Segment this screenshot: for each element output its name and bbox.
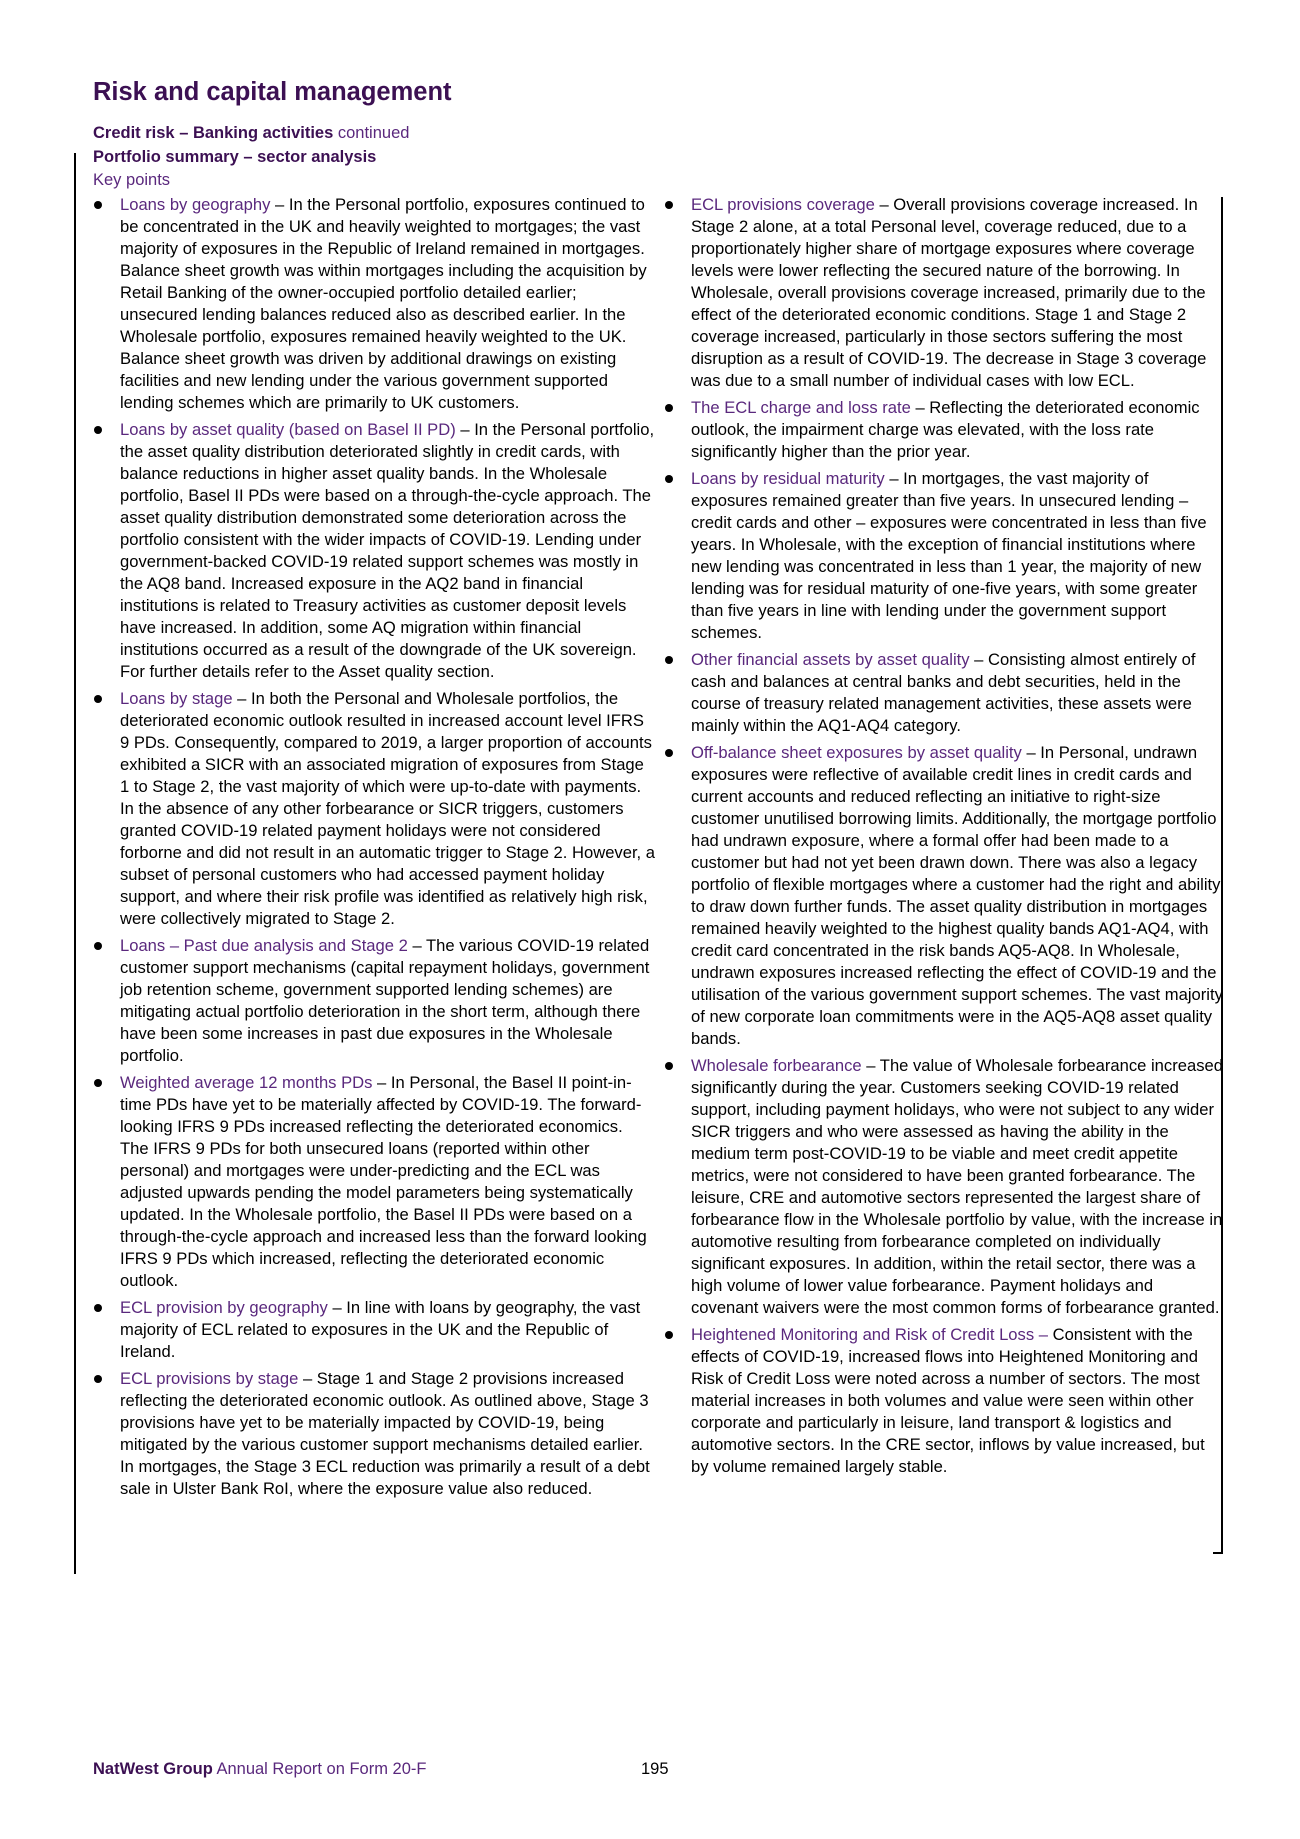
bullet-heading: ECL provisions coverage	[691, 195, 875, 214]
bullet-heading: Other financial assets by asset quality	[691, 650, 970, 669]
bullet-item	[664, 194, 1224, 392]
bullet-item	[664, 649, 1224, 737]
bullet-text: – In both the Personal and Wholesale portfolios, the deteriorated economic outlook resulted in increased account level IFRS 9 PDs. Consequently, compared to 2019, a larger proportion of accounts exhibited a SICR with an associated migration of exposures from Stage 1 to Stage 2, the vast majority of which were up-to-date with payments. In the absence of any other forbearance or SICR triggers, customers granted COVID-19 related payment holidays were not considered forborne and did not result in an automatic trigger to Stage 2. However, a subset of personal customers who had accessed payment holiday support, and where their risk profile was identified as relatively high risk, were collectively migrated to Stage 2.	[120, 689, 656, 928]
bullet-dot-icon	[665, 1062, 673, 1070]
bullet-item	[93, 1072, 655, 1292]
page-title: Risk and capital management	[93, 78, 452, 106]
bullet-heading: Loans – Past due analysis and Stage 2	[120, 936, 408, 955]
bullet-dot-icon	[94, 1304, 102, 1312]
bullet-item	[664, 468, 1224, 644]
footer	[93, 1760, 426, 1779]
bullet-heading: ECL provisions by stage	[120, 1369, 299, 1388]
bullet-heading: The ECL charge and loss rate	[691, 398, 911, 417]
bullet-dot-icon	[94, 942, 102, 950]
bullet-dot-icon	[665, 749, 673, 757]
section-heading-bold: Credit risk – Banking activities	[93, 124, 334, 142]
bullet-item	[664, 1324, 1224, 1478]
bullet-dot-icon	[94, 1375, 102, 1383]
bullet-heading: ECL provision by geography	[120, 1298, 328, 1317]
bullet-text: Consistent with the effects of COVID-19, increased flows into Heightened Monitoring and Risk of Credit Loss were noted across a number of sectors. The most material increases in both volumes and value were seen within other corporate and particularly in leisure, land transport & logistics and automotive sectors. In the CRE sector, inflows by value increased, but by volume remained largely stable.	[691, 1325, 1205, 1476]
bullet-heading: Loans by stage	[120, 689, 233, 708]
bullet-heading: Wholesale forbearance	[691, 1056, 862, 1075]
section-heading	[93, 124, 409, 143]
bullet-text: – Overall provisions coverage increased. In Stage 2 alone, at a total Personal level, coverage reduced, due to a proportionately higher share of mortgage exposures where coverage levels were lower reflecting the secured nature of the borrowing. In Wholesale, overall provisions coverage increased, primarily due to the effect of the deteriorated economic conditions. Stage 1 and Stage 2 coverage increased, particularly in those sectors suffering the most disruption as a result of COVID-19. The decrease in Stage 3 coverage was due to a small number of individual cases with low ECL.	[691, 195, 1207, 390]
bullet-dot-icon	[665, 475, 673, 483]
bullet-text: – In mortgages, the vast majority of exposures remained greater than five years. In unsecured lending – credit cards and other – exposures were concentrated in less than five years. In Wholesale, with the exception of financial institutions where new lending was concentrated in less than 1 year, the majority of new lending was for residual maturity of one-five years, with some greater than five years in line with lending under the government support schemes.	[691, 469, 1207, 642]
bullet-text: – Consisting almost entirely of cash and balances at central banks and debt securities, held in the course of treasury related management activities, these assets were mainly within the AQ1-AQ4 category.	[691, 650, 1196, 735]
bullet-item	[664, 397, 1224, 463]
bullet-text: – In the Personal portfolio, the asset quality distribution deteriorated slightly in credit cards, with balance reductions in higher asset quality bands. In the Wholesale portfolio, Basel II PDs were based on a through-the-cycle approach. The asset quality distribution demonstrated some deterioration across the portfolio consistent with the wider impacts of COVID-19. Lending under government-backed COVID-19 related support schemes was mostly in the AQ8 band. Increased exposure in the AQ2 band in financial institutions is related to Treasury activities as customer deposit levels have increased. In addition, some AQ migration within financial institutions occurred as a result of the downgrade of the UK sovereign. For further details refer to the Asset quality section.	[120, 420, 655, 681]
bullet-heading: Off-balance sheet exposures by asset quality	[691, 743, 1022, 762]
footer-company: NatWest Group	[93, 1760, 213, 1778]
bullet-item	[664, 742, 1224, 1050]
bullet-dot-icon	[94, 201, 102, 209]
section-continued: continued	[337, 124, 410, 142]
page-number: 195	[641, 1760, 669, 1778]
bullet-dot-icon	[665, 201, 673, 209]
bullet-text: – Stage 1 and Stage 2 provisions increased reflecting the deteriorated economic outlook. As outlined above, Stage 3 provisions have yet to be materially impacted by COVID-19, being mitigated by the various customer support mechanisms detailed earlier. In mortgages, the Stage 3 ECL reduction was primarily a result of a debt sale in Ulster Bank RoI, where the exposure value also reduced.	[120, 1369, 650, 1498]
bullet-text: – In line with loans by geography, the vast majority of ECL related to exposures in the UK and the Republic of Ireland.	[120, 1298, 641, 1361]
left-column	[93, 194, 655, 1505]
bullet-item	[93, 1297, 655, 1363]
bullet-item	[93, 688, 655, 930]
change-bar-left	[74, 153, 76, 1574]
bullet-item	[93, 935, 655, 1067]
bullet-dot-icon	[94, 426, 102, 434]
bullet-item	[93, 194, 655, 414]
key-points-heading: Key points	[93, 171, 171, 189]
bullet-dot-icon	[94, 695, 102, 703]
bullet-dot-icon	[665, 404, 673, 412]
bullet-item	[664, 1055, 1224, 1319]
bullet-dot-icon	[665, 656, 673, 664]
bullet-item	[93, 419, 655, 683]
bullet-text: – In Personal, the Basel II point-in-time PDs have yet to be materially affected by COVID-19. The forward-looking IFRS 9 PDs increased reflecting the deteriorated economics. The IFRS 9 PDs for both unsecured loans (reported within other personal) and mortgages were under-predicting and the ECL was adjusted upwards pending the model parameters being systematically updated. In the Wholesale portfolio, the Basel II PDs were based on a through-the-cycle approach and increased less than the forward looking IFRS 9 PDs which increased, reflecting the deteriorated economic outlook.	[120, 1073, 647, 1290]
right-column	[664, 194, 1224, 1483]
bullet-heading: Weighted average 12 months PDs	[120, 1073, 373, 1092]
bullet-heading: Loans by residual maturity	[691, 469, 885, 488]
bullet-dot-icon	[94, 1079, 102, 1087]
bullet-text: – The value of Wholesale forbearance increased significantly during the year. Customers seeking COVID-19 related support, including payment holidays, who were not subject to any wider SICR triggers and who were assessed as having the ability in the medium term post-COVID-19 to be viable and meet credit appetite metrics, were not considered to have been granted forbearance. The leisure, CRE and automotive sectors represented the largest share of forbearance flow in the Wholesale portfolio by value, with the increase in automotive resulting from forbearance completed on individually significant exposures. In addition, within the retail sector, there was a high volume of lower value forbearance. Payment holidays and covenant waivers were the most common forms of forbearance granted.	[691, 1056, 1223, 1317]
bullet-text: – In the Personal portfolio, exposures continued to be concentrated in the UK and heavily weighted to mortgages; the vast majority of exposures in the Republic of Ireland remained in mortgages. Balance sheet growth was within mortgages including the acquisition by Retail Banking of the owner-occupied portfolio detailed earlier; unsecured lending balances reduced also as described earlier. In the Wholesale portfolio, exposures remained heavily weighted to the UK. Balance sheet growth was driven by additional drawings on existing facilities and new lending under the various government supported lending schemes which are primarily to UK customers.	[120, 195, 647, 412]
bullet-dot-icon	[665, 1331, 673, 1339]
bullet-heading: Heightened Monitoring and Risk of Credit Loss –	[691, 1325, 1048, 1344]
bullet-text: – In Personal, undrawn exposures were reflective of available credit lines in credit cards and current accounts and reduced reflecting an initiative to right-size customer unutilised borrowing limits. Additionally, the mortgage portfolio had undrawn exposure, where a formal offer had been made to a customer but had not yet been drawn down. There was also a legacy portfolio of flexible mortgages where a customer had the right and ability to draw down further funds. The asset quality distribution in mortgages remained heavily weighted to the highest quality bands AQ1-AQ4, with credit card concentrated in the risk bands AQ5-AQ8. In Wholesale, undrawn exposures increased reflecting the effect of COVID-19 and the utilisation of the various government support schemes. The vast majority of new corporate loan commitments were in the AQ5-AQ8 asset quality bands.	[691, 743, 1223, 1048]
subsection-heading: Portfolio summary – sector analysis	[93, 148, 377, 166]
bullet-text: – Reflecting the deteriorated economic outlook, the impairment charge was elevated, with the loss rate significantly higher than the prior year.	[691, 398, 1200, 461]
change-bar-right-foot	[1213, 1552, 1223, 1554]
bullet-heading: Loans by asset quality (based on Basel II PD)	[120, 420, 456, 439]
bullet-text: – The various COVID-19 related customer support mechanisms (capital repayment holidays, government job retention scheme, government supported lending schemes) are mitigating actual portfolio deterioration in the short term, although there have been some increases in past due exposures in the Wholesale portfolio.	[120, 936, 650, 1065]
bullet-item	[93, 1368, 655, 1500]
footer-report: Annual Report on Form 20-F	[212, 1760, 427, 1778]
bullet-heading: Loans by geography	[120, 195, 271, 214]
